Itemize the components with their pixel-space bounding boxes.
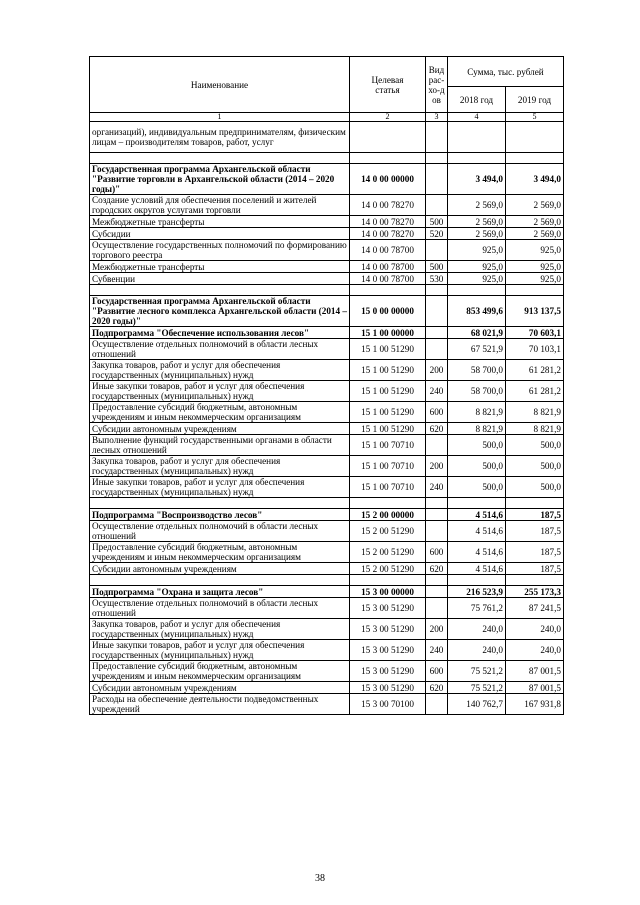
page-number: 38 xyxy=(315,873,325,884)
empty-cell xyxy=(426,575,448,586)
row-2018-cell: 925,0 xyxy=(448,273,506,285)
row-code-cell: 15 0 00 00000 xyxy=(350,296,426,327)
row-2019-cell: 925,0 xyxy=(506,273,564,285)
empty-cell xyxy=(350,575,426,586)
index-cell: 1 xyxy=(90,113,350,122)
row-2018-cell: 2 569,0 xyxy=(448,228,506,240)
table-row xyxy=(90,542,564,563)
row-2019-cell: 2 569,0 xyxy=(506,216,564,228)
row-2018-cell: 3 494,0 xyxy=(448,164,506,195)
row-exp-cell xyxy=(426,339,448,360)
row-2019-cell: 187,5 xyxy=(506,563,564,575)
row-name-cell: Предоставление субсидий бюджетным, автономным учреждениям и иным некоммерческим организациям xyxy=(90,661,350,682)
table-row xyxy=(90,694,564,715)
row-code-cell: 15 2 00 51290 xyxy=(350,521,426,542)
spacer-row xyxy=(90,285,564,296)
row-2019-cell: 87 001,5 xyxy=(506,682,564,694)
empty-cell xyxy=(448,575,506,586)
row-2019-cell: 240,0 xyxy=(506,619,564,640)
empty-cell xyxy=(448,153,506,164)
row-code-cell: 15 1 00 51290 xyxy=(350,402,426,423)
row-2019-cell: 167 931,8 xyxy=(506,694,564,715)
row-name-cell: Предоставление субсидий бюджетным, автономным учреждениям и иным некоммерческим организациям xyxy=(90,542,350,563)
row-code-cell: 15 1 00 70710 xyxy=(350,435,426,456)
table-row xyxy=(90,164,564,195)
row-2018-cell: 4 514,6 xyxy=(448,509,506,521)
row-2018-cell: 925,0 xyxy=(448,261,506,273)
table-row xyxy=(90,563,564,575)
row-name-cell: Осуществление отдельных полномочий в области лесных отношений xyxy=(90,339,350,360)
table-row xyxy=(90,228,564,240)
table-row xyxy=(90,640,564,661)
table-row xyxy=(90,240,564,261)
row-exp-cell xyxy=(426,327,448,339)
table-row xyxy=(90,261,564,273)
row-name-cell: Субсидии автономным учреждениям xyxy=(90,563,350,575)
table-row xyxy=(90,381,564,402)
row-name-cell: Субсидии автономным учреждениям xyxy=(90,423,350,435)
row-exp-cell: 530 xyxy=(426,273,448,285)
row-exp-cell: 200 xyxy=(426,619,448,640)
row-2019-cell: 187,5 xyxy=(506,509,564,521)
empty-cell xyxy=(426,285,448,296)
row-2019-cell: 61 281,2 xyxy=(506,381,564,402)
empty-cell xyxy=(350,498,426,509)
row-2018-cell: 500,0 xyxy=(448,456,506,477)
table-row xyxy=(90,273,564,285)
table-row xyxy=(90,195,564,216)
row-code-cell: 14 0 00 78270 xyxy=(350,195,426,216)
spacer-row xyxy=(90,153,564,164)
empty-cell xyxy=(506,575,564,586)
row-2018-cell: 4 514,6 xyxy=(448,563,506,575)
table-row xyxy=(90,360,564,381)
table-body xyxy=(90,122,564,715)
index-cell: 3 xyxy=(426,113,448,122)
row-exp-cell: 200 xyxy=(426,456,448,477)
spacer-row xyxy=(90,575,564,586)
row-name-cell: Иные закупки товаров, работ и услуг для обеспечения государственных (муниципальных) нужд xyxy=(90,477,350,498)
empty-cell xyxy=(448,498,506,509)
table-row xyxy=(90,682,564,694)
row-code-cell: 15 1 00 51290 xyxy=(350,360,426,381)
row-2019-cell: 87 001,5 xyxy=(506,661,564,682)
row-code-cell: 15 3 00 51290 xyxy=(350,619,426,640)
row-2018-cell: 140 762,7 xyxy=(448,694,506,715)
row-2018-cell: 67 521,9 xyxy=(448,339,506,360)
row-exp-cell xyxy=(426,586,448,598)
row-2018-cell: 500,0 xyxy=(448,477,506,498)
row-2019-cell: 70 603,1 xyxy=(506,327,564,339)
index-cell: 4 xyxy=(448,113,506,122)
row-code-cell: 15 2 00 51290 xyxy=(350,563,426,575)
row-exp-cell: 600 xyxy=(426,661,448,682)
row-2019-cell: 240,0 xyxy=(506,640,564,661)
row-2018-cell: 4 514,6 xyxy=(448,542,506,563)
row-name-cell: Подпрограмма "Охрана и защита лесов" xyxy=(90,586,350,598)
row-2019-cell: 913 137,5 xyxy=(506,296,564,327)
row-code-cell: 15 3 00 51290 xyxy=(350,640,426,661)
empty-cell xyxy=(350,153,426,164)
row-code-cell: 15 2 00 00000 xyxy=(350,509,426,521)
row-name-cell: Межбюджетные трансферты xyxy=(90,216,350,228)
row-2019-cell: 187,5 xyxy=(506,542,564,563)
row-2018-cell: 68 021,9 xyxy=(448,327,506,339)
row-code-cell: 15 3 00 51290 xyxy=(350,682,426,694)
row-code-cell: 15 3 00 51290 xyxy=(350,598,426,619)
row-name-cell: Иные закупки товаров, работ и услуг для обеспечения государственных (муниципальных) нужд xyxy=(90,640,350,661)
header-target: Целевая статья xyxy=(350,57,426,113)
table-row xyxy=(90,216,564,228)
row-exp-cell xyxy=(426,195,448,216)
row-exp-cell: 200 xyxy=(426,360,448,381)
empty-cell xyxy=(506,153,564,164)
row-2018-cell: 8 821,9 xyxy=(448,423,506,435)
row-2019-cell: 500,0 xyxy=(506,435,564,456)
row-name-cell: Закупка товаров, работ и услуг для обеспечения государственных (муниципальных) нужд xyxy=(90,619,350,640)
row-exp-cell: 240 xyxy=(426,381,448,402)
row-name-cell: Расходы на обеспечение деятельности подведомственных учреждений xyxy=(90,694,350,715)
row-2018-cell: 8 821,9 xyxy=(448,402,506,423)
empty-cell xyxy=(90,285,350,296)
empty-cell xyxy=(426,498,448,509)
row-2019-cell: 61 281,2 xyxy=(506,360,564,381)
row-code-cell: 15 2 00 51290 xyxy=(350,542,426,563)
row-code-cell: 15 1 00 51290 xyxy=(350,339,426,360)
row-code-cell: 15 3 00 51290 xyxy=(350,661,426,682)
empty-cell xyxy=(90,575,350,586)
row-2019-cell xyxy=(506,122,564,153)
row-name-cell: Закупка товаров, работ и услуг для обеспечения государственных (муниципальных) нужд xyxy=(90,456,350,477)
row-2019-cell: 2 569,0 xyxy=(506,228,564,240)
row-code-cell: 14 0 00 00000 xyxy=(350,164,426,195)
row-exp-cell xyxy=(426,164,448,195)
row-2019-cell: 8 821,9 xyxy=(506,423,564,435)
row-exp-cell xyxy=(426,598,448,619)
row-name-cell: Подпрограмма "Воспроизводство лесов" xyxy=(90,509,350,521)
header-2019: 2019 год xyxy=(506,87,564,113)
row-exp-cell: 500 xyxy=(426,216,448,228)
row-name-cell: Государственная программа Архангельской области "Развитие лесного комплекса Архангельской области (2014 – 2020 годы)" xyxy=(90,296,350,327)
row-name-cell: Создание условий для обеспечения поселений и жителей городских округов услугами торговли xyxy=(90,195,350,216)
table-row xyxy=(90,477,564,498)
table-row xyxy=(90,327,564,339)
row-code-cell: 14 0 00 78700 xyxy=(350,261,426,273)
row-name-cell: Иные закупки товаров, работ и услуг для обеспечения государственных (муниципальных) нужд xyxy=(90,381,350,402)
row-2019-cell: 500,0 xyxy=(506,456,564,477)
row-name-cell: Закупка товаров, работ и услуг для обеспечения государственных (муниципальных) нужд xyxy=(90,360,350,381)
table-row xyxy=(90,122,564,153)
row-code-cell: 15 3 00 70100 xyxy=(350,694,426,715)
row-exp-cell: 620 xyxy=(426,563,448,575)
row-name-cell: Подпрограмма "Обеспечение использования лесов" xyxy=(90,327,350,339)
row-name-cell: Выполнение функций государственными органами в области лесных отношений xyxy=(90,435,350,456)
header-2018: 2018 год xyxy=(448,87,506,113)
row-2019-cell: 3 494,0 xyxy=(506,164,564,195)
row-2018-cell: 75 521,2 xyxy=(448,682,506,694)
row-2019-cell: 925,0 xyxy=(506,261,564,273)
index-cell: 5 xyxy=(506,113,564,122)
row-2018-cell: 75 761,2 xyxy=(448,598,506,619)
row-code-cell: 15 1 00 70710 xyxy=(350,477,426,498)
table-row xyxy=(90,521,564,542)
row-name-cell: Осуществление государственных полномочий по формированию торгового реестра xyxy=(90,240,350,261)
row-2018-cell: 240,0 xyxy=(448,640,506,661)
header-name: Наименование xyxy=(90,57,350,113)
row-exp-cell: 520 xyxy=(426,228,448,240)
row-name-cell: Межбюджетные трансферты xyxy=(90,261,350,273)
header-sum: Сумма, тыс. рублей xyxy=(448,57,564,87)
row-name-cell: Субвенции xyxy=(90,273,350,285)
row-exp-cell: 600 xyxy=(426,542,448,563)
row-exp-cell xyxy=(426,122,448,153)
row-exp-cell: 500 xyxy=(426,261,448,273)
row-2019-cell: 2 569,0 xyxy=(506,195,564,216)
row-code-cell: 15 1 00 70710 xyxy=(350,456,426,477)
row-2019-cell: 500,0 xyxy=(506,477,564,498)
empty-cell xyxy=(506,285,564,296)
row-name-cell: Предоставление субсидий бюджетным, автономным учреждениям и иным некоммерческим организациям xyxy=(90,402,350,423)
row-2018-cell: 500,0 xyxy=(448,435,506,456)
row-2018-cell: 58 700,0 xyxy=(448,381,506,402)
row-exp-cell xyxy=(426,694,448,715)
row-exp-cell xyxy=(426,509,448,521)
row-2018-cell: 75 521,2 xyxy=(448,661,506,682)
table-row xyxy=(90,435,564,456)
table-row xyxy=(90,619,564,640)
row-2019-cell: 8 821,9 xyxy=(506,402,564,423)
empty-cell xyxy=(426,153,448,164)
row-name-cell: организаций), индивидуальным предпринимателям, физическим лицам – производителям товаров, работ, услуг xyxy=(90,122,350,153)
table-row xyxy=(90,296,564,327)
row-exp-cell: 240 xyxy=(426,477,448,498)
header-exp-type: Вид рас-хо-дов xyxy=(426,57,448,113)
row-2018-cell: 216 523,9 xyxy=(448,586,506,598)
row-exp-cell xyxy=(426,240,448,261)
row-2019-cell: 255 173,3 xyxy=(506,586,564,598)
index-cell: 2 xyxy=(350,113,426,122)
row-2019-cell: 70 103,1 xyxy=(506,339,564,360)
row-2019-cell: 925,0 xyxy=(506,240,564,261)
empty-cell xyxy=(448,285,506,296)
table-row xyxy=(90,339,564,360)
row-2018-cell: 240,0 xyxy=(448,619,506,640)
empty-cell xyxy=(90,153,350,164)
empty-cell xyxy=(506,498,564,509)
row-name-cell: Государственная программа Архангельской области "Развитие торговли в Архангельской области (2014 – 2020 годы)" xyxy=(90,164,350,195)
row-exp-cell: 240 xyxy=(426,640,448,661)
row-2018-cell: 58 700,0 xyxy=(448,360,506,381)
row-2019-cell: 187,5 xyxy=(506,521,564,542)
table-row xyxy=(90,423,564,435)
row-2018-cell: 853 499,6 xyxy=(448,296,506,327)
spacer-row xyxy=(90,498,564,509)
table-row xyxy=(90,509,564,521)
row-code-cell: 14 0 00 78270 xyxy=(350,228,426,240)
budget-table xyxy=(89,56,564,715)
row-code-cell: 14 0 00 78270 xyxy=(350,216,426,228)
row-exp-cell xyxy=(426,296,448,327)
row-2018-cell: 2 569,0 xyxy=(448,216,506,228)
empty-cell xyxy=(350,285,426,296)
row-exp-cell: 620 xyxy=(426,682,448,694)
row-exp-cell: 600 xyxy=(426,402,448,423)
row-code-cell: 15 1 00 51290 xyxy=(350,423,426,435)
row-2018-cell: 4 514,6 xyxy=(448,521,506,542)
row-code-cell xyxy=(350,122,426,153)
table-row xyxy=(90,456,564,477)
row-name-cell: Осуществление отдельных полномочий в области лесных отношений xyxy=(90,521,350,542)
row-2018-cell: 925,0 xyxy=(448,240,506,261)
table-row xyxy=(90,661,564,682)
table-row xyxy=(90,598,564,619)
row-exp-cell xyxy=(426,435,448,456)
row-code-cell: 14 0 00 78700 xyxy=(350,240,426,261)
row-name-cell: Субсидии автономным учреждениям xyxy=(90,682,350,694)
row-code-cell: 15 1 00 00000 xyxy=(350,327,426,339)
row-exp-cell: 620 xyxy=(426,423,448,435)
empty-cell xyxy=(90,498,350,509)
row-code-cell: 14 0 00 78700 xyxy=(350,273,426,285)
row-name-cell: Субсидии xyxy=(90,228,350,240)
row-2018-cell: 2 569,0 xyxy=(448,195,506,216)
row-2018-cell xyxy=(448,122,506,153)
row-exp-cell xyxy=(426,521,448,542)
row-code-cell: 15 3 00 00000 xyxy=(350,586,426,598)
row-name-cell: Осуществление отдельных полномочий в области лесных отношений xyxy=(90,598,350,619)
row-code-cell: 15 1 00 51290 xyxy=(350,381,426,402)
row-2019-cell: 87 241,5 xyxy=(506,598,564,619)
table-row xyxy=(90,586,564,598)
table-row xyxy=(90,402,564,423)
